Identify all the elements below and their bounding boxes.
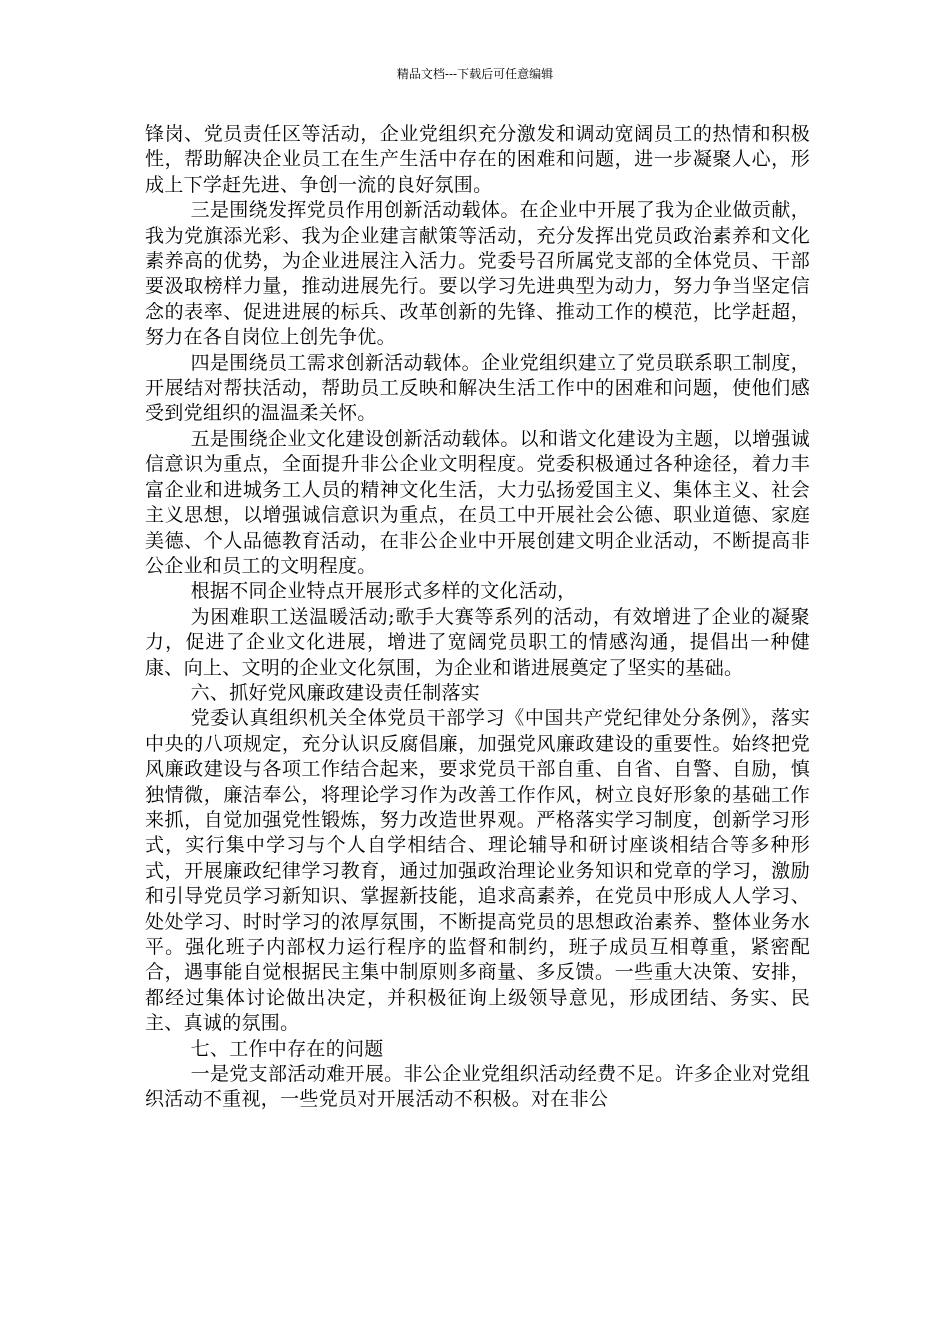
page-header: 精品文档---下载后可任意编辑	[396, 67, 554, 81]
paragraph-2: 三是围绕发挥党员作用创新活动载体。在企业中开展了我为企业做贡献，我为党旗添光彩、我为企业建言献策等活动，充分发挥出党员政治素养和文化素养高的优势，为企业进展注入活力。党委号召所属党支部的全体党员、干部要汲取榜样力量，推动进展先行。要以学习先进典型为动力，努力争当坚定信念的表率、促进进展的标兵、改革创新的先锋、推动工作的模范，比学赶超，努力在各自岗位上创先争优。	[145, 199, 810, 349]
document-body	[145, 122, 810, 1113]
paragraph-3: 四是围绕员工需求创新活动载体。企业党组织建立了党员联系职工制度，开展结对帮扶活动，帮助员工反映和解决生活工作中的困难和问题，使他们感受到党组织的温温柔关怀。	[145, 351, 810, 425]
section-heading-6: 六、抓好党风廉政建设责任制落实	[190, 681, 481, 704]
paragraph-8: 一是党支部活动难开展。非公企业党组织活动经费不足。许多企业对党组织活动不重视，一些党员对开展活动不积极。对在非公	[145, 1063, 810, 1111]
paragraph-7: 党委认真组织机关全体党员干部学习《中国共产党纪律处分条例》，落实中央的八项规定，充分认识反腐倡廉，加强党风廉政建设的重要性。始终把党风廉政建设与各项工作结合起来，要求党员干部自重、自省、自警、自励，慎独情微，廉洁奉公，将理论学习作为改善工作作风，树立良好形象的基础工作来抓，自觉加强党性锻炼，努力改造世界观。严格落实学习制度，创新学习形式，实行集中学习与个人自学相结合、理论辅导和研讨座谈相结合等多种形式，开展廉政纪律学习教育，通过加强政治理论业务知识和党章的学习，激励和引导党员学习新知识、掌握新技能，追求高素养，在党员中形成人人学习、处处学习、时时学习的浓厚氛围，不断提高党员的思想政治素养、整体业务水平。强化班子内部权力运行程序的监督和制约，班子成员互相尊重，紧密配合，遇事能自觉根据民主集中制原则多商量、多反馈。一些重大决策、安排，都经过集体讨论做出决定，并积极征询上级领导意见，形成团结、务实、民主、真诚的氛围。	[145, 707, 810, 1035]
section-heading-7: 七、工作中存在的问题	[190, 1037, 384, 1060]
paragraph-4: 五是围绕企业文化建设创新活动载体。以和谐文化建设为主题，以增强诚信意识为重点，全面提升非公企业文明程度。党委积极通过各种途径，着力丰富企业和进城务工人员的精神文化生活，大力弘扬爱国主义、集体主义、社会主义思想，以增强诚信意识为重点，在员工中开展社会公德、职业道德、家庭美德、个人品德教育活动，在非公企业中开展创建文明企业活动，不断提高非公企业和员工的文明程度。	[145, 427, 810, 577]
paragraph-6: 为困难职工送温暖活动;歌手大赛等系列的活动，有效增进了企业的凝聚力，促进了企业文化进展，增进了宽阔党员职工的情感沟通，提倡出一种健康、向上、文明的企业文化氛围，为企业和谐进展奠定了坚实的基础。	[145, 605, 810, 679]
paragraph-5: 根据不同企业特点开展形式多样的文化活动，	[190, 580, 577, 603]
paragraph-1: 锋岗、党员责任区等活动，企业党组织充分激发和调动宽阔员工的热情和积极性，帮助解决企业员工在生产生活中存在的困难和问题，进一步凝聚人心，形成上下学赶先进、争创一流的良好氛围。	[145, 123, 810, 196]
